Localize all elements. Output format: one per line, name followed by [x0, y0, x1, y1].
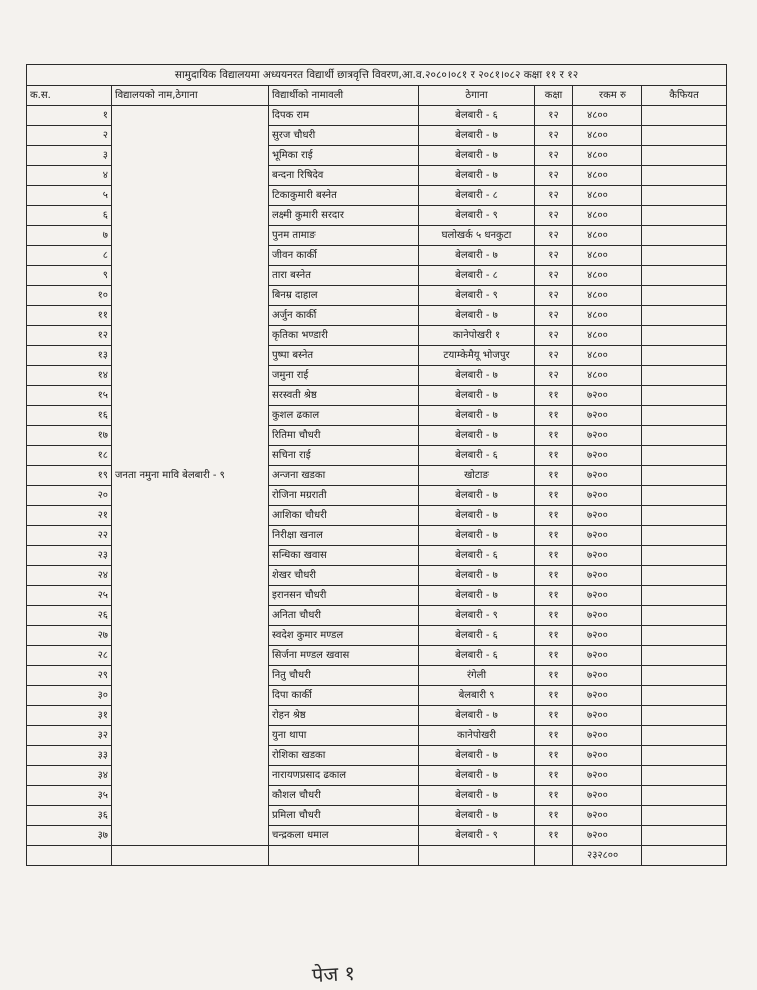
table-row: [27, 106, 727, 126]
student-address: बेलबारी - ७: [419, 166, 535, 186]
scholarship-amount: ७२००: [573, 546, 642, 566]
student-name: शेखर चौधरी: [269, 566, 419, 586]
remarks-cell: [642, 606, 727, 626]
student-name: चन्द्रकला धमाल: [269, 826, 419, 846]
remarks-cell: [642, 686, 727, 706]
scholarship-amount: ७२००: [573, 766, 642, 786]
student-name: सुरज चौधरी: [269, 126, 419, 146]
student-grade: ११: [535, 466, 573, 486]
student-name: टिकाकुमारी बस्नेत: [269, 186, 419, 206]
student-address: बेलबारी - ७: [419, 306, 535, 326]
row-sn: २२: [27, 526, 112, 546]
row-sn: ३४: [27, 766, 112, 786]
student-name: नितु चौधरी: [269, 666, 419, 686]
scholarship-amount: ४८००: [573, 206, 642, 226]
student-name: युना थापा: [269, 726, 419, 746]
scholarship-amount: ७२००: [573, 646, 642, 666]
student-grade: ११: [535, 826, 573, 846]
remarks-cell: [642, 506, 727, 526]
student-address: बेलबारी - ७: [419, 706, 535, 726]
scholarship-amount: ७२००: [573, 586, 642, 606]
student-name: कौशल चौधरी: [269, 786, 419, 806]
remarks-cell: [642, 546, 727, 566]
student-address: बेलबारी - ७: [419, 526, 535, 546]
student-address: बेलबारी - ७: [419, 786, 535, 806]
student-name: दिपा कार्की: [269, 686, 419, 706]
row-sn: ८: [27, 246, 112, 266]
remarks-cell: [642, 266, 727, 286]
scholarship-amount: ७२००: [573, 746, 642, 766]
student-grade: १२: [535, 206, 573, 226]
header-amount: रकम रु: [573, 86, 642, 106]
remarks-cell: [642, 766, 727, 786]
student-grade: ११: [535, 786, 573, 806]
header-remarks: कैफियत: [642, 86, 727, 106]
student-grade: १२: [535, 366, 573, 386]
student-name: स्वदेश कुमार मण्डल: [269, 626, 419, 646]
student-name: कुशल ढकाल: [269, 406, 419, 426]
student-name: अन्जना खडका: [269, 466, 419, 486]
student-name: सन्धिका खवास: [269, 546, 419, 566]
student-grade: १२: [535, 326, 573, 346]
student-address: बेलबारी - ७: [419, 486, 535, 506]
row-sn: ११: [27, 306, 112, 326]
scholarship-amount: ७२००: [573, 606, 642, 626]
row-sn: ३: [27, 146, 112, 166]
student-grade: १२: [535, 266, 573, 286]
student-name: प्रमिला चौधरी: [269, 806, 419, 826]
scholarship-amount: ७२००: [573, 826, 642, 846]
row-sn: १५: [27, 386, 112, 406]
row-sn: ९: [27, 266, 112, 286]
header-student: विद्यार्थीको नामावली: [269, 86, 419, 106]
total-row: [27, 846, 727, 866]
total-blank: [112, 846, 269, 866]
scholarship-amount: ७२००: [573, 666, 642, 686]
total-blank: [642, 846, 727, 866]
scholarship-amount: ४८००: [573, 226, 642, 246]
scholarship-amount: ४८००: [573, 246, 642, 266]
row-sn: १८: [27, 446, 112, 466]
header-sn: क.स.: [27, 86, 112, 106]
student-name: सरस्वती श्रेष्ठ: [269, 386, 419, 406]
student-name: सचिना राई: [269, 446, 419, 466]
remarks-cell: [642, 406, 727, 426]
scholarship-amount: ७२००: [573, 686, 642, 706]
scholarship-amount: ७२००: [573, 786, 642, 806]
student-address: बेलबारी - ७: [419, 746, 535, 766]
remarks-cell: [642, 706, 727, 726]
student-name: रोहन श्रेष्ठ: [269, 706, 419, 726]
row-sn: २५: [27, 586, 112, 606]
student-address: बेलबारी - ९: [419, 606, 535, 626]
row-sn: १४: [27, 366, 112, 386]
scholarship-amount: ७२००: [573, 726, 642, 746]
remarks-cell: [642, 586, 727, 606]
row-sn: ३३: [27, 746, 112, 766]
student-address: बेलबारी - ७: [419, 506, 535, 526]
student-address: बेलबारी - ८: [419, 266, 535, 286]
student-grade: १२: [535, 346, 573, 366]
student-grade: ११: [535, 666, 573, 686]
student-address: बेलबारी - ६: [419, 106, 535, 126]
scholarship-amount: ७२००: [573, 486, 642, 506]
scholarship-amount: ४८००: [573, 146, 642, 166]
student-address: बेलबारी ९: [419, 686, 535, 706]
scholarship-amount: ७२००: [573, 566, 642, 586]
scholarship-amount: ७२००: [573, 626, 642, 646]
remarks-cell: [642, 786, 727, 806]
student-grade: १२: [535, 166, 573, 186]
row-sn: १३: [27, 346, 112, 366]
scholarship-amount: ७२००: [573, 806, 642, 826]
student-address: कानेपोखरी: [419, 726, 535, 746]
student-grade: १२: [535, 286, 573, 306]
student-name: पुष्पा बस्नेत: [269, 346, 419, 366]
student-name: निरीक्षा खनाल: [269, 526, 419, 546]
row-sn: ३७: [27, 826, 112, 846]
student-grade: ११: [535, 546, 573, 566]
student-name: बिनम्र दाहाल: [269, 286, 419, 306]
student-grade: ११: [535, 726, 573, 746]
student-address: बेलबारी - ७: [419, 386, 535, 406]
student-name: सिर्जना मण्डल खवास: [269, 646, 419, 666]
row-sn: ३२: [27, 726, 112, 746]
table-body: [27, 106, 727, 846]
student-name: बन्दना रिषिदेव: [269, 166, 419, 186]
table-title: सामुदायिक विद्यालयमा अध्ययनरत विद्यार्थी छात्रवृत्ति विवरण,आ.व.२०८०।०८१ र २०८१।०८२ कक्षा ११ र १२: [27, 65, 727, 86]
school-name-cell: जनता नमुना मावि बेलबारी - ९: [112, 106, 269, 846]
remarks-cell: [642, 746, 727, 766]
remarks-cell: [642, 626, 727, 646]
scholarship-amount: ४८००: [573, 186, 642, 206]
row-sn: ६: [27, 206, 112, 226]
scholarship-amount: ४८००: [573, 266, 642, 286]
student-address: खोटाङ: [419, 466, 535, 486]
student-address: बेलबारी - ७: [419, 766, 535, 786]
student-address: बेलबारी - ६: [419, 546, 535, 566]
remarks-cell: [642, 726, 727, 746]
scholarship-amount: ४८००: [573, 286, 642, 306]
student-name: जीवन कार्की: [269, 246, 419, 266]
student-grade: ११: [535, 446, 573, 466]
scholarship-amount: ४८००: [573, 306, 642, 326]
remarks-cell: [642, 186, 727, 206]
row-sn: १९: [27, 466, 112, 486]
remarks-cell: [642, 446, 727, 466]
student-address: बेलबारी - ७: [419, 426, 535, 446]
row-sn: २७: [27, 626, 112, 646]
row-sn: २८: [27, 646, 112, 666]
scholarship-table: [26, 64, 727, 866]
scholarship-amount: ४८००: [573, 326, 642, 346]
scholarship-amount: ४८००: [573, 346, 642, 366]
scholarship-amount: ४८००: [573, 166, 642, 186]
row-sn: १०: [27, 286, 112, 306]
student-address: बेलबारी - ७: [419, 586, 535, 606]
row-sn: १७: [27, 426, 112, 446]
remarks-cell: [642, 666, 727, 686]
remarks-cell: [642, 166, 727, 186]
remarks-cell: [642, 426, 727, 446]
row-sn: २९: [27, 666, 112, 686]
student-address: बेलबारी - ९: [419, 206, 535, 226]
remarks-cell: [642, 466, 727, 486]
row-sn: ७: [27, 226, 112, 246]
student-address: बेलबारी - ७: [419, 126, 535, 146]
remarks-cell: [642, 326, 727, 346]
student-name: इरानसन चौधरी: [269, 586, 419, 606]
student-grade: १२: [535, 306, 573, 326]
student-name: नारायणप्रसाद ढकाल: [269, 766, 419, 786]
scholarship-amount: ४८००: [573, 126, 642, 146]
student-grade: ११: [535, 626, 573, 646]
scholarship-amount: ७२००: [573, 426, 642, 446]
scholarship-amount: ७२००: [573, 446, 642, 466]
remarks-cell: [642, 526, 727, 546]
student-address: बेलबारी - ९: [419, 826, 535, 846]
student-address: कानेपोखरी १: [419, 326, 535, 346]
scholarship-amount: ४८००: [573, 106, 642, 126]
row-sn: ४: [27, 166, 112, 186]
header-address: ठेगाना: [419, 86, 535, 106]
row-sn: १: [27, 106, 112, 126]
row-sn: १२: [27, 326, 112, 346]
row-sn: ३६: [27, 806, 112, 826]
student-name: रितिमा चौधरी: [269, 426, 419, 446]
student-name: आशिका चौधरी: [269, 506, 419, 526]
student-name: कृतिका भण्डारी: [269, 326, 419, 346]
header-grade: कक्षा: [535, 86, 573, 106]
student-grade: ११: [535, 806, 573, 826]
row-sn: २६: [27, 606, 112, 626]
student-address: बेलबारी - ७: [419, 366, 535, 386]
remarks-cell: [642, 566, 727, 586]
header-school: विद्यालयको नाम,ठेगाना: [112, 86, 269, 106]
remarks-cell: [642, 146, 727, 166]
scholarship-amount: ७२००: [573, 706, 642, 726]
student-name: अनिता चौधरी: [269, 606, 419, 626]
remarks-cell: [642, 386, 727, 406]
student-name: रोजिना मग्रराती: [269, 486, 419, 506]
student-address: रंगेली: [419, 666, 535, 686]
remarks-cell: [642, 366, 727, 386]
total-blank: [27, 846, 112, 866]
student-name: दिपक राम: [269, 106, 419, 126]
student-address: बेलबारी - ७: [419, 806, 535, 826]
remarks-cell: [642, 246, 727, 266]
total-amount: २३२८००: [573, 846, 642, 866]
student-grade: ११: [535, 506, 573, 526]
total-blank: [535, 846, 573, 866]
student-name: भूमिका राई: [269, 146, 419, 166]
remarks-cell: [642, 806, 727, 826]
student-name: अर्जुन कार्की: [269, 306, 419, 326]
student-address: बेलबारी - ९: [419, 286, 535, 306]
row-sn: ३५: [27, 786, 112, 806]
remarks-cell: [642, 206, 727, 226]
student-grade: १२: [535, 226, 573, 246]
student-grade: ११: [535, 746, 573, 766]
student-grade: ११: [535, 566, 573, 586]
header-row: [27, 86, 727, 106]
student-address: बेलबारी - ७: [419, 406, 535, 426]
student-name: पुनम तामाङ: [269, 226, 419, 246]
row-sn: ३०: [27, 686, 112, 706]
student-address: बेलबारी - ८: [419, 186, 535, 206]
scholarship-amount: ४८००: [573, 366, 642, 386]
student-address: बेलबारी - ७: [419, 566, 535, 586]
student-grade: १२: [535, 126, 573, 146]
student-grade: ११: [535, 606, 573, 626]
student-grade: ११: [535, 526, 573, 546]
student-name: तारा बस्नेत: [269, 266, 419, 286]
row-sn: २: [27, 126, 112, 146]
student-grade: १२: [535, 186, 573, 206]
total-blank: [269, 846, 419, 866]
student-address: टयाम्केमैयू भोजपुर: [419, 346, 535, 366]
scholarship-amount: ७२००: [573, 506, 642, 526]
row-sn: ५: [27, 186, 112, 206]
remarks-cell: [642, 826, 727, 846]
student-name: रोशिका खडका: [269, 746, 419, 766]
row-sn: ३१: [27, 706, 112, 726]
row-sn: २४: [27, 566, 112, 586]
row-sn: १६: [27, 406, 112, 426]
remarks-cell: [642, 306, 727, 326]
scholarship-amount: ७२००: [573, 466, 642, 486]
student-address: बेलबारी - ६: [419, 646, 535, 666]
remarks-cell: [642, 226, 727, 246]
scholarship-amount: ७२००: [573, 406, 642, 426]
remarks-cell: [642, 106, 727, 126]
student-grade: ११: [535, 686, 573, 706]
remarks-cell: [642, 646, 727, 666]
row-sn: २३: [27, 546, 112, 566]
student-grade: ११: [535, 486, 573, 506]
remarks-cell: [642, 286, 727, 306]
remarks-cell: [642, 486, 727, 506]
scholarship-amount: ७२००: [573, 526, 642, 546]
student-grade: ११: [535, 706, 573, 726]
student-name: जमुना राई: [269, 366, 419, 386]
student-grade: ११: [535, 426, 573, 446]
total-blank: [419, 846, 535, 866]
student-grade: ११: [535, 766, 573, 786]
student-address: घलोखर्क ५ धनकुटा: [419, 226, 535, 246]
student-grade: १२: [535, 146, 573, 166]
student-address: बेलबारी - ६: [419, 626, 535, 646]
page-signature: पेज १: [311, 960, 356, 988]
remarks-cell: [642, 346, 727, 366]
student-address: बेलबारी - ७: [419, 246, 535, 266]
scholarship-amount: ७२००: [573, 386, 642, 406]
student-grade: ११: [535, 406, 573, 426]
student-grade: १२: [535, 246, 573, 266]
student-grade: ११: [535, 586, 573, 606]
student-grade: ११: [535, 646, 573, 666]
student-address: बेलबारी - ६: [419, 446, 535, 466]
student-name: लक्ष्मी कुमारी सरदार: [269, 206, 419, 226]
student-grade: १२: [535, 106, 573, 126]
row-sn: २०: [27, 486, 112, 506]
student-grade: ११: [535, 386, 573, 406]
remarks-cell: [642, 126, 727, 146]
row-sn: २१: [27, 506, 112, 526]
student-address: बेलबारी - ७: [419, 146, 535, 166]
